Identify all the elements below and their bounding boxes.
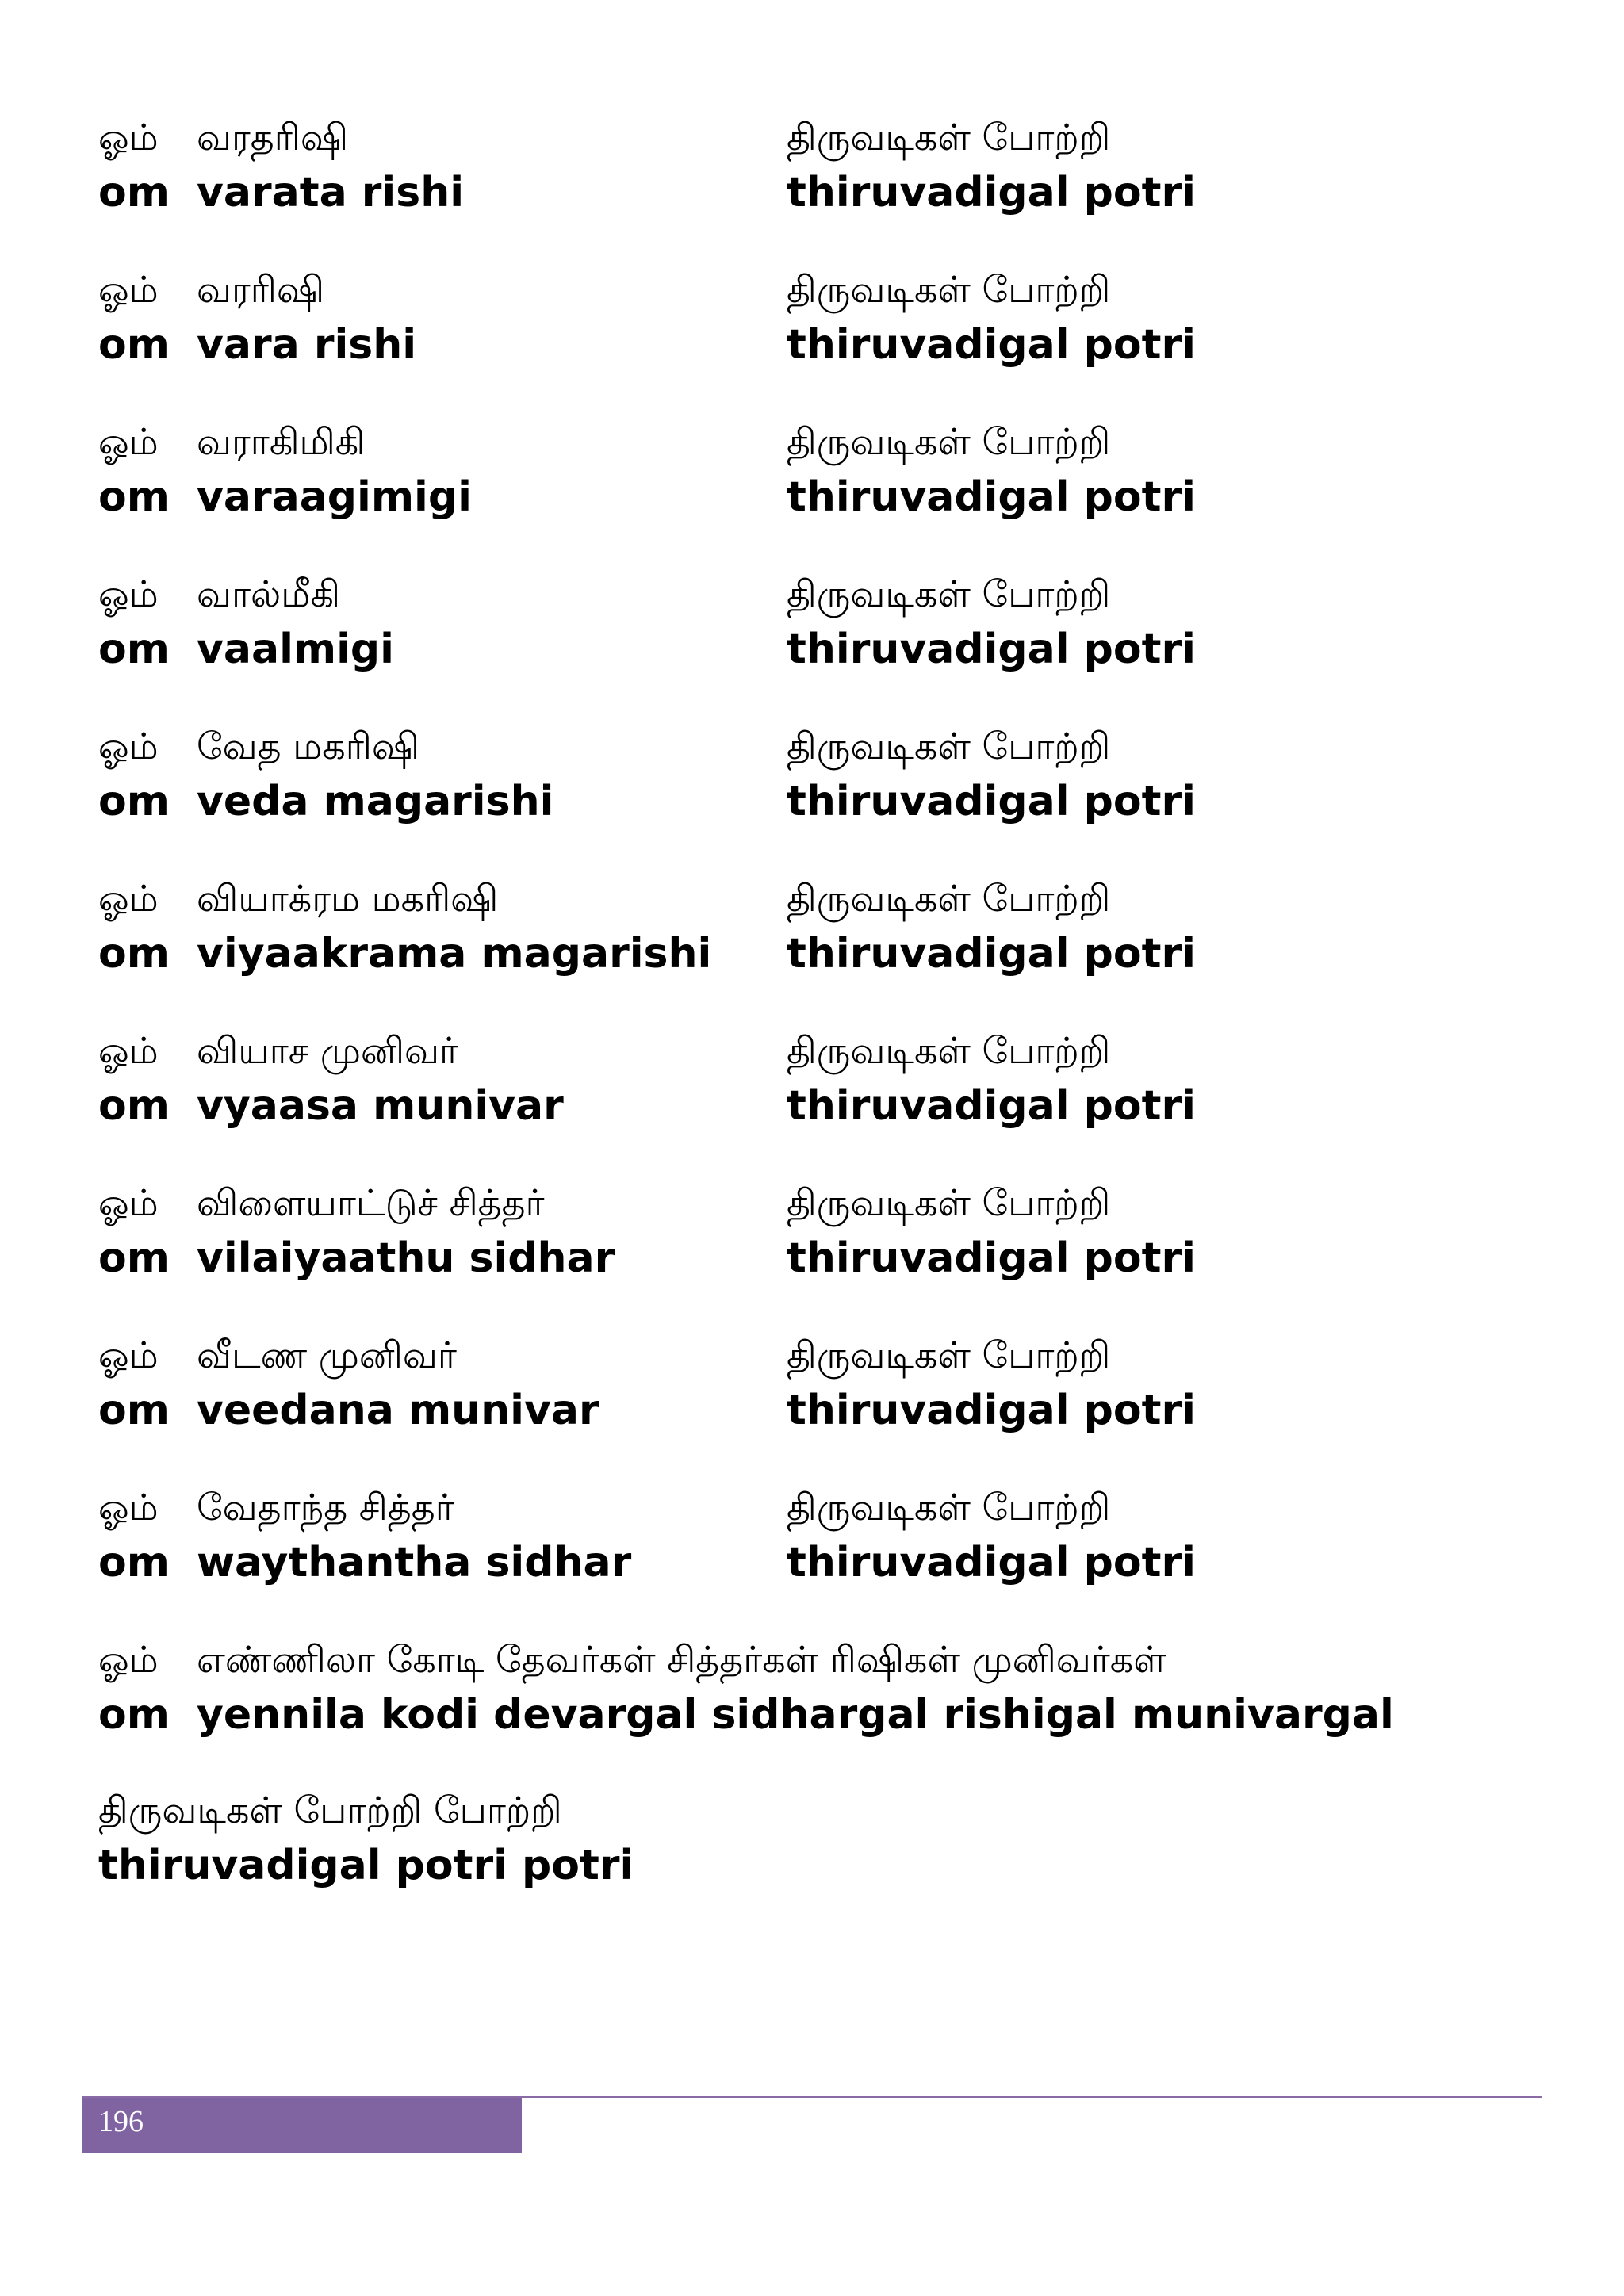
salutation-english: thiruvadigal potri [787,1539,1196,1586]
sage-name-tamil: வேத மகரிஷி [197,725,419,767]
om-english: om [98,169,170,216]
salutation-tamil: திருவடிகள் போற்றி [787,1334,1111,1376]
om-tamil: ஓம் [98,877,159,920]
final-invocation-english: yennila kodi devargal sidhargal rishigal munivargal [197,1691,1394,1739]
invocation-entry [98,1327,1542,1479]
sage-name-english: veedana munivar [197,1387,599,1434]
sage-name-english: veda magarishi [197,778,554,825]
salutation-tamil: திருவடிகள் போற்றி [787,420,1111,463]
salutation-english: thiruvadigal potri [787,1234,1196,1282]
sage-name-tamil: வீடண முனிவர் [197,1334,457,1376]
om-tamil: ஓம் [98,1638,159,1681]
closing-tamil: திருவடிகள் போற்றி போற்றி [98,1789,562,1831]
om-tamil: ஓம் [98,116,159,159]
final-invocation-tamil: எண்ணிலா கோடி தேவர்கள் சித்தர்கள் ரிஷிகள் முனிவர்கள் [197,1638,1166,1681]
salutation-english: thiruvadigal potri [787,169,1196,216]
salutation-tamil: திருவடிகள் போற்றி [787,1486,1111,1529]
closing-english: thiruvadigal potri potri [98,1842,634,1889]
invocation-entry [98,109,1542,262]
sage-name-tamil: விளையாட்டுச் சித்தர் [197,1181,545,1224]
sage-name-tamil: வராகிமிகி [197,420,366,463]
om-english: om [98,1539,170,1586]
om-english: om [98,626,170,673]
salutation-english: thiruvadigal potri [787,778,1196,825]
sage-name-english: waythantha sidhar [197,1539,632,1586]
om-tamil: ஓம் [98,1334,159,1376]
salutation-tamil: திருவடிகள் போற்றி [787,877,1111,920]
om-english: om [98,1234,170,1282]
invocation-entry [98,566,1542,718]
salutation-tamil: திருவடிகள் போற்றி [787,1029,1111,1072]
sage-name-english: vilaiyaathu sidhar [197,1234,615,1282]
om-english: om [98,473,170,521]
invocation-entry [98,1175,1542,1327]
sage-name-english: varata rishi [197,169,465,216]
om-english: om [98,930,170,978]
invocation-entry [98,1023,1542,1175]
om-english: om [98,1691,170,1739]
salutation-english: thiruvadigal potri [787,321,1196,369]
sage-name-tamil: வியாக்ரம மகரிஷி [197,877,499,920]
salutation-tamil: திருவடிகள் போற்றி [787,116,1111,159]
invocation-entry [98,414,1542,566]
sage-name-tamil: வேதாந்த சித்தர் [197,1486,454,1529]
sage-name-english: vaalmigi [197,626,394,673]
final-invocation [98,1632,1542,1784]
sage-name-english: vyaasa munivar [197,1082,564,1130]
salutation-tamil: திருவடிகள் போற்றி [787,1181,1111,1224]
om-english: om [98,1082,170,1130]
om-tamil: ஓம் [98,572,159,615]
sage-name-tamil: வரரிஷி [197,268,325,311]
sage-name-tamil: வால்மீகி [197,572,341,615]
salutation-tamil: திருவடிகள் போற்றி [787,725,1111,767]
salutation-english: thiruvadigal potri [787,930,1196,978]
sage-name-english: varaagimigi [197,473,472,521]
om-tamil: ஓம் [98,1181,159,1224]
sage-name-english: viyaakrama magarishi [197,930,712,978]
salutation-english: thiruvadigal potri [787,626,1196,673]
sage-name-english: vara rishi [197,321,417,369]
sage-name-tamil: வியாச முனிவர் [197,1029,459,1072]
page-number-tab [82,2098,522,2153]
sage-name-tamil: வரதரிஷி [197,116,349,159]
salutation-tamil: திருவடிகள் போற்றி [787,572,1111,615]
invocation-entry [98,718,1542,871]
salutation-english: thiruvadigal potri [787,1082,1196,1130]
om-english: om [98,321,170,369]
om-english: om [98,778,170,825]
om-english: om [98,1387,170,1434]
om-tamil: ஓம் [98,1486,159,1529]
salutation-english: thiruvadigal potri [787,1387,1196,1434]
page-number: 196 [98,2105,144,2138]
invocation-entry [98,262,1542,414]
om-tamil: ஓம் [98,420,159,463]
invocation-list [98,109,1542,1784]
invocation-entry [98,871,1542,1023]
salutation-tamil: திருவடிகள் போற்றி [787,268,1111,311]
salutation-english: thiruvadigal potri [787,473,1196,521]
om-tamil: ஓம் [98,1029,159,1072]
om-tamil: ஓம் [98,268,159,311]
om-tamil: ஓம் [98,725,159,767]
invocation-entry [98,1479,1542,1632]
